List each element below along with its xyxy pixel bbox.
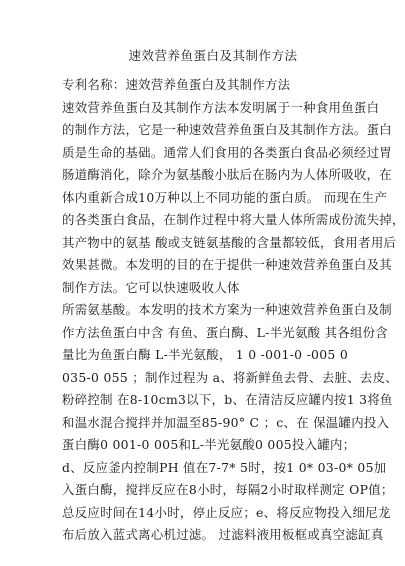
body-line: 所需氨基酸。本发明的技术方案为一种速效营养鱼蛋白及制	[62, 302, 392, 317]
body-line: 专利名称：速效营养鱼蛋白及其制作方法	[62, 77, 291, 92]
body-line: 的各类蛋白食品，在制作过程中将大量人体所需成份流失掉，	[62, 212, 405, 227]
document-body	[62, 74, 405, 547]
document-title: 速效营养鱼蛋白及其制作方法	[128, 48, 298, 63]
body-line: 总反应时间在14小时，停止反应；e、将反应物投入细尼龙	[62, 504, 391, 520]
body-line: 速效营养鱼蛋白及其制作方法本发明属于一种食用鱼蛋白	[62, 99, 380, 115]
body-line: 和温水混合搅拌并加温至85-90° C ；c、在 保温罐内投入	[62, 414, 390, 430]
body-line: 效果甚微。本发明的目的在于提供一种速效营养鱼蛋白及其	[62, 257, 392, 272]
body-line: 蛋白酶0 001-0 005和L-半光氨酸0 005投入罐内；	[62, 437, 356, 452]
body-line: 质是生命的基础。通常人们食用的各类蛋白食品必须经过胃	[62, 144, 392, 160]
body-line: 体内重新合成10万种以上不同功能的蛋白质。 而现在生产	[62, 189, 388, 205]
body-line: 入蛋白酶，搅拌反应在8小时，每隔2小时取样测定 OP值；	[62, 482, 394, 497]
body-line: 量比为鱼蛋白酶 L-半光氨酸， 1 0 -001-0 -005 0	[62, 347, 349, 362]
body-line: 制作方法。它可以快速吸收人体	[62, 279, 240, 295]
body-line: 035-0 055 ；制作过程为 a、将新鲜鱼去骨、去脏、去皮、	[62, 369, 398, 385]
body-line: 粉碎控制 在8-10cm3以下，b、在清洁反应罐内按1 3将鱼	[62, 392, 393, 407]
body-line: d、反应釜内控制PH 值在7-7* 5时，按1 0* 03-0* 05加	[62, 459, 387, 475]
body-line: 的制作方法，它是一种速效营养鱼蛋白及其制作方法。蛋白	[62, 122, 392, 137]
body-line: 肠道酶消化，除介为氨基酸小肽后在肠内为人体所吸收，在	[62, 167, 392, 182]
body-line: 布后放入蓝式离心机过滤。 过滤料液用板框或真空滤缸真	[62, 527, 384, 542]
body-line: 其产物中的氨基 酸或支链氨基酸的含量都较低，食用者用后	[62, 234, 397, 250]
body-line: 作方法鱼蛋白中含 有鱼、蛋白酶、L-半光氨酸 其各组份含	[62, 324, 389, 340]
